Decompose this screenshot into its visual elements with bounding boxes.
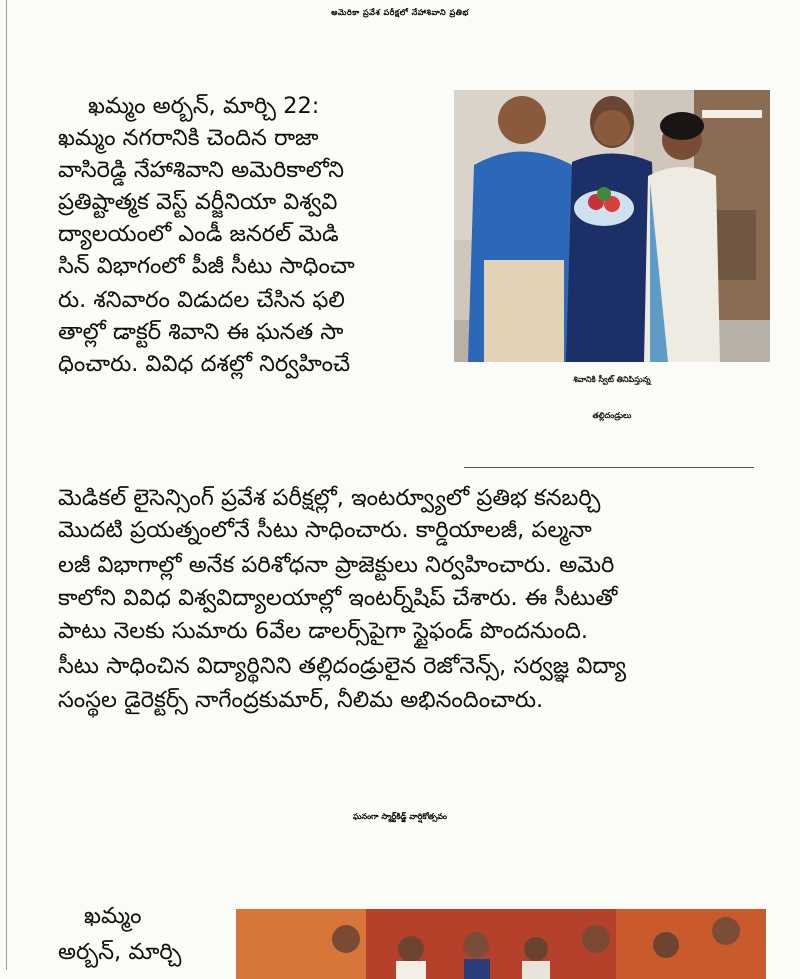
event-photo-illustration	[236, 909, 766, 979]
article-line: సిన్ విభాగంలో పీజీ సీటు సాధించా	[58, 253, 355, 279]
caption-divider	[464, 467, 754, 468]
article-photo	[454, 90, 770, 362]
article-line: పాటు నెలకు సుమారు 6వేల డాలర్స్‌పైగా స్టైఫండ్ పొందనుంది.	[58, 618, 589, 644]
article-line: రు. శనివారం విడుదల చేసిన ఫలి	[58, 287, 345, 313]
second-article-line: అర్బన్, మార్చి	[58, 939, 182, 965]
headline-bottom: ఘనంగా స్మార్ట్‌కిడ్జ్ వార్షికోత్సవం	[353, 812, 447, 821]
article-line: వాసిరెడ్డి నేహాశివాని అమెరికాలోని	[58, 157, 345, 183]
article-line: సంస్థల డైరెక్టర్స్ నాగేంద్రకుమార్, నీలిమ అభినందించారు.	[58, 687, 544, 713]
article-line: ప్రతిష్టాత్మక వెస్ట్ వర్జీనియా విశ్వవి	[58, 189, 338, 215]
second-article-dateline: ఖమ్మం	[84, 903, 142, 929]
headline-top: అమెరికా ప్రవేశ పరీక్షలో నేహాశివాని ప్రతిభ	[331, 8, 469, 17]
page-left-border	[6, 0, 7, 970]
article-line: ధించారు. వివిధ దశల్లో నిర్వహించే	[58, 351, 351, 377]
article-line: కాలోని వివిధ విశ్వవిద్యాలయాల్లో ఇంటర్న్‌షిప్ చేశారు. ఈ సీటుతో	[58, 585, 618, 611]
article-line: మొదటి ప్రయత్నంలోనే సీటు సాధించారు. కార్డియాలజీ, పల్మనా	[58, 517, 592, 543]
article-line: ద్యాలయంలో ఎండీ జనరల్ మెడి	[58, 221, 339, 247]
article-line: మెడికల్ లైసెన్సింగ్ ప్రవేశ పరీక్షల్లో, ఇంటర్వ్యూలో ప్రతిభ కనబర్చి	[58, 485, 601, 511]
photo-caption-line-1: శివానికి స్వీట్ తినిపిస్తున్న	[573, 375, 651, 384]
dateline: ఖమ్మం అర్బన్, మార్చి 22:	[88, 93, 320, 119]
article-line: తాల్లో డాక్టర్ శివాని ఈ ఘనత సా	[58, 319, 344, 345]
photo-caption-line-2: తల్లిదండ్రులు	[592, 411, 632, 420]
article-line: లజీ విభాగాల్లో అనేక పరిశోధనా ప్రాజెక్టులు నిర్వహించారు. అమెరి	[58, 552, 615, 578]
second-article-photo	[236, 909, 766, 979]
article-line: ఖమ్మం నగరానికి చెందిన రాజా	[58, 125, 319, 151]
article-line: సీటు సాధించిన విద్యార్థినిని తల్లిదండ్రులైన రెజోనెన్స్, సర్వజ్ఞ విద్యా	[58, 653, 627, 679]
family-photo-illustration	[454, 90, 770, 362]
